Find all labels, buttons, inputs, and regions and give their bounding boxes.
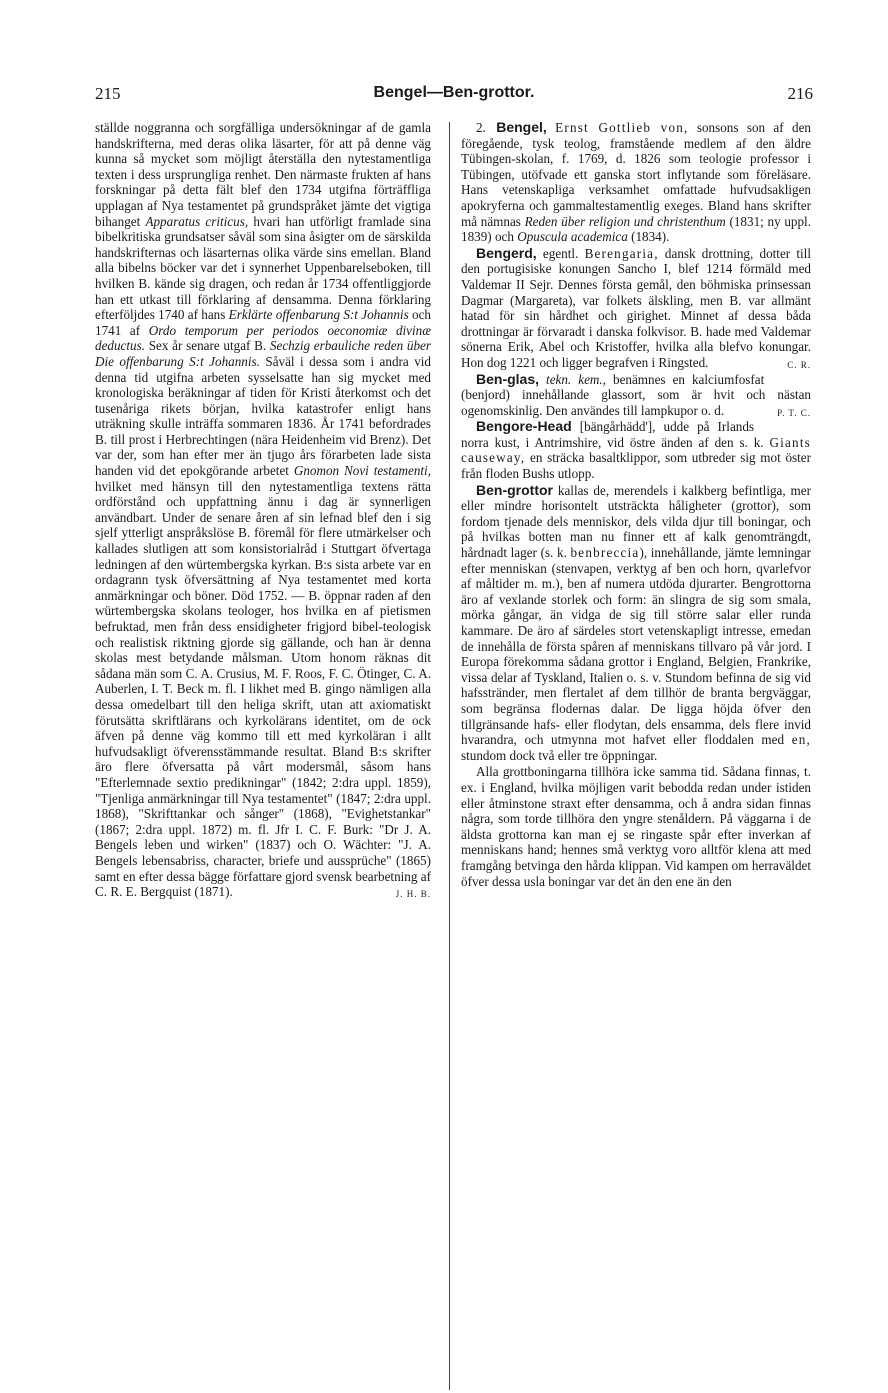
page-number-right: 216 bbox=[787, 84, 813, 103]
work-title: Sechzig erbauliche reden über Die offenbarung S:t Johannis. bbox=[95, 338, 431, 369]
column-divider bbox=[449, 122, 450, 1390]
work-title: Apparatus criticus, bbox=[145, 213, 249, 229]
author-signature: C. R. bbox=[787, 359, 811, 370]
entry-headword: Ben-glas, bbox=[476, 370, 540, 387]
entry-bengel-2: 2. Bengel, Ernst Gottlieb von, sonsons son af den föregående, tysk teolog, framstående medlem af den äldre Tübingen-skolan, f. 1769, d. 1826 som teologie professor i Tübingen, utöfvade ett ganska stort inflytande som föreläsare. Hans vetenskapliga verksamhet omfattade hufvudsakligen apokryferna och gammaltestamentlig exeges. Bland hans skrifter må nämnas Reden über religion und christenthum (1831; ny uppl. 1839) och Opuscula academica (1834). bbox=[461, 119, 811, 245]
entry-headword: Bengore-Head bbox=[476, 418, 572, 435]
entry-bengore-head: Bengore-Head [bängårhädd'], udde på Irlands norra kust, i Antrimshire, vid östre änden af den s. k. Giants causeway, en sträcka basaltklippor, som utbreder sig mot öster från floden Bushs utlopp. bbox=[461, 418, 811, 482]
page-number-left: 215 bbox=[95, 84, 121, 103]
entry-ben-grottor-continued: Alla grottboningarna tillhöra icke samma tid. Sådana finnas, t. ex. i England, hvilka möjligen varit bebodda redan under istiden eller åtminstone straxt efter densamma, och å andra sidan finnas några, som torde tillhöra den yngre stenåldern. På väggarna i de äldsta grottorna kan man ej se ringaste spår efter inverkan af menniskans hand; hennes små verktyg voro alltför klena att med framgång betvinga den hårda klippan. Vid kampen om herraväldet öfver dessa usla boningar var det än den ene än den bbox=[461, 764, 811, 889]
page-header bbox=[95, 84, 813, 108]
entry-ben-glas: Ben-glas, tekn. kem., benämnes en kalciumfosfat (benjord) innehållande glassort, som är hvit och nästan ogenomskinlig. Den användes till lampkupor o. d. P. T. C. bbox=[461, 372, 811, 419]
entry-headword: Bengerd, bbox=[476, 244, 537, 261]
work-title: Ordo temporum per periodos oeconomiæ divinæ deductus. bbox=[95, 322, 431, 354]
work-title: Erklärte offenbarung S:t Johannis bbox=[228, 307, 409, 323]
bengel-article-continuation: ställde noggranna och sorgfälliga undersökningar af de gamla handskrifterna, med deras olika läsarter, för att på denne väg kunna så mycket som möjligt återställa den nytestamentliga texten i dess ursprungliga renhet. Den närmaste frukten af hans forskningar på detta fält blef den 1734 utgifna förträffliga upplagan af Nya testamentet på grundspråket jämte det vigtiga bihanget Apparatus criticus, hvari han utförligt framlade sina bibelkritiska grundsatser såväl som sina åsigter om de särskilda handskrifternas och läsarternas olika värde sins emellan. Bland alla bibelns böcker var det i synnerhet Uppenbarelseboken, till hvilken B. kände sig dragen, och redan år 1734 offentliggjorde han ett utkast till förklaring af densamma. Denna förklaring efterföljdes 1740 af hans Erklärte offenbarung S:t Johannis och 1741 af Ordo temporum per periodos oeconomiæ divinæ deductus. Sex år senare utgaf B. Sechzig erbauliche reden über Die offenbarung S:t Johannis. Såväl i dessa som i andra vid denna tid utgifna arbeten sysselsatte han sig mycket med kronologiska beräkningar af tiden för Kristi återkomst och det tusenåriga rikets början, hvilka katastrofer enligt hans uträkning skulle inträffa sommaren 1836. År 1741 befordrades B. till prost i Herbrechtingen (nära Heidenheim vid Brenz). Det var der, som han efter mer än tjugo års förarbeten lade sista handen vid det epokgörande arbetet Gnomon Novi testamenti, hvilket med hänsyn till den nytestamentliga textens rätta ordförstånd och uppfattning ännu i dag är synnerligen användbart. Under de senare åren af sin lefnad blef den i sig sjelf ytterligt anspråkslöse B. föremål för flere utmärkelser och kallades slutligen att som konsistorialråd i Stuttgart öfvertaga ledningen af den würtembergska kyrkan. B:s sista arbete var en ordagrann tysk öfversättning af Nya testamentet med korta anmärkningar och böner. Död 1752. — B. öppnar raden af den würtembergska skolans teologer, hos hvilka en af pietismen befruktad, men från dess ensidigheter frigjord bibel-teologisk och realistisk riktning gjorde sig gällande, och han är denna skolas mest betydande målsman. Utom honom räknas dit sådana män som C. A. Crusius, M. F. Roos, F. C. Ötinger, C. A. Auberlen, I. T. Beck m. fl. I likhet med B. gingo nämligen alla dessa omedelbart till den heliga skrift, utan att axiomatiskt förutsätta skriftlärans och kyrkolärans identitet, om de ock äfven på denne väg kommo till ett med kyrkoläran i allt hufvudsakligt öfverensstämmande resultat. Bland B:s skrifter äro flere öfversatta på vårt modersmål, såsom hans "Efterlemnade sextio predikningar" (1842; 2:dra uppl. 1859), "Tjenliga anmärkningar till Nya testamentet" (1847; 2:dra uppl. 1868), "Skrifttankar och sånger" (1868), "Evighetstankar" (1867; 2:dra uppl. 1872) m. fl. Jfr I. C. F. Burk: "Dr J. A. Bengels leben und wirken" (1837) och O. Wächter: "J. A. Bengels lebensabriss, character, briefe und aussprüche" (1865) samt en efter dessa bägge författare gjord svensk bearbetning af C. R. E. Bergquist (1871). J. H. B. bbox=[95, 120, 431, 900]
running-title: Bengel—Ben-grottor. bbox=[373, 84, 535, 101]
left-column bbox=[95, 120, 431, 903]
author-signature: P. T. C. bbox=[777, 407, 811, 418]
author-signature: J. H. B. bbox=[395, 889, 431, 900]
entry-bengerd: Bengerd, egentl. Berengaria, dansk drottning, dotter till den portugisiske konungen Sancho I, blef 1214 förmäld med Valdemar II Sejr. Dennes första gemål, den böhmiska prinsessan Dagmar (Margareta), var folkets älskling, men B. var allmänt hatad för sin hårdhet och girighet. Minnet af dessa båda drottningar är förvaradt i danska folkvisor. B. hade med Valdemar sönerna Erik, Abel och Kristoffer, hvilka alla blefvo konungar. Hon dog 1221 och ligger begrafven i Ringsted. C. R. bbox=[461, 246, 811, 371]
work-title: Gnomon Novi testamenti, bbox=[293, 463, 431, 479]
entry-headword: Bengel, bbox=[496, 119, 547, 135]
entry-ben-grottor: Ben-grottor kallas de, merendels i kalkberg befintliga, mer eller mindre horisontelt utsträckta håligheter (grottor), som fordom tjenade dels menniskor, dels vilda djur till boningar, och på hvilkas botten man nu finner ett af kalk genomträngdt, hårdnadt lager (s. k. benbreccia), innehållande, jämte lemningar efter menniskan (stenvapen, verktyg af ben och horn, qvarlefvor af måltider m. m.), ben af numera utdöda djurarter. Bengrottorna äro af vexlande storlek och form: än slingra de sig som smala, mörka gångar, än vidga de sig till större salar eller runda kammare. De äro af särdeles stort vetenskapligt intresse, emedan de innehålla de första spåren af menniskans tillvaro på vår jord. I Europa förekomma sådana grottor i England, Belgien, Frankrike, vissa delar af Tyskland, Italien o. s. v. Stundom befinna de sig vid hafsstränder, men flertalet af dem tillhör de branta bergväggar, som begränsa flodernas dalar. De ligga höjda öfver den tillgränsande hafs- eller flodytan, dels ensamma, dels flere invid hvarandra, och utmynna mot hafvet eller floddalen med en, stundom dock två eller tre öppningar. bbox=[461, 481, 811, 763]
right-column bbox=[461, 120, 811, 889]
entry-headword: Ben-grottor bbox=[476, 481, 553, 498]
